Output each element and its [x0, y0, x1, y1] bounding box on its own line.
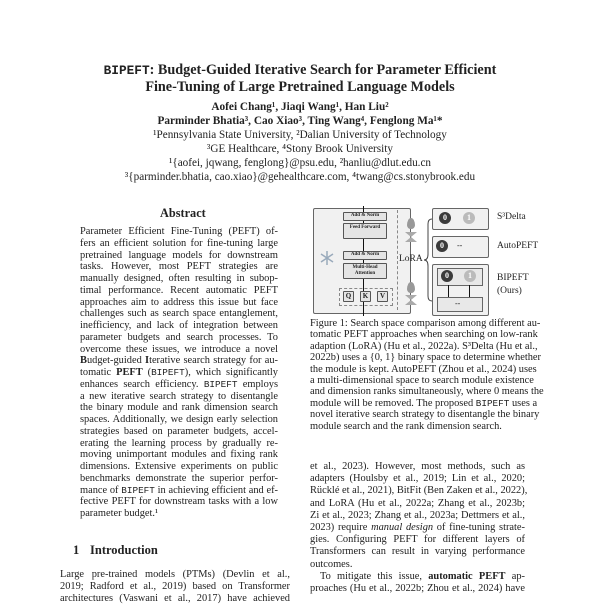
title-line-1: : Budget-Guided Iterative Search for Parameter Efficient	[149, 62, 497, 78]
text-segment: To mitigate this issue,	[320, 570, 429, 582]
text-segment: in achieving efficient and ef-	[154, 484, 279, 496]
text-segment: 2023) require	[310, 522, 372, 533]
k-block: K	[360, 291, 371, 302]
text-line	[80, 308, 278, 319]
text-segment: fers an efficient solution for fine-tuning large	[80, 237, 278, 249]
text-line	[80, 332, 278, 343]
text-segment: challenges such as search space entanglement,	[80, 308, 278, 320]
text-line	[80, 485, 278, 496]
zero-circle-icon: 0	[441, 270, 453, 282]
text-segment: a multi-dimensional space to search module existence	[310, 375, 534, 386]
text-segment: outcomes.	[310, 558, 353, 570]
text-segment: adapters (Houlsby et al., 2019; Lin et al., 2020;	[310, 473, 525, 485]
text-segment: 2022b) uses a {0, 1} binary space to determine whether	[310, 352, 541, 364]
text-segment: dimensions. Extensive experiments on public	[80, 461, 278, 472]
title-system-name: BIPEFT	[103, 63, 150, 78]
text-segment: ), which significantly	[184, 367, 279, 378]
text-line	[80, 379, 278, 390]
text-segment: enhances search efficiency.	[80, 378, 204, 390]
method-label-s3delta: S³Delta	[497, 212, 526, 222]
method-label-bipeft: BIPEFT	[497, 273, 529, 283]
text-segment: module search and the rank dimension search.	[310, 420, 502, 432]
text-segment: spaces. Additionally, we design early selection	[80, 414, 278, 425]
text-segment: the module is kept. AutoPEFT (Zhou et al., 2024) uses	[310, 363, 537, 375]
arrow-down	[448, 285, 449, 297]
text-segment: automatic PEFT	[428, 570, 506, 582]
text-line	[80, 297, 278, 308]
affiliation-line-1: ¹Pennsylvania State University, ²Dalian University of Technology	[153, 129, 447, 141]
text-line	[60, 581, 290, 592]
intro-heading: Introduction	[90, 543, 158, 557]
text-line	[310, 510, 525, 521]
text-line	[80, 496, 278, 507]
title-line-2: Fine-Tuning of Large Pretrained Language Models	[145, 79, 455, 95]
text-segment: ap-	[505, 570, 525, 582]
text-line	[80, 508, 278, 519]
one-circle-icon: 1	[464, 270, 476, 282]
text-segment: proaches (Hu et al., 2022b; Zhou et al., 2024) have	[310, 583, 525, 594]
text-line	[310, 485, 528, 497]
dash-text: --	[457, 241, 463, 250]
text-line	[310, 498, 525, 509]
abstract-heading: Abstract	[160, 206, 206, 220]
text-segment: 2019; Radford et al., 2019) based on Transformer	[60, 581, 290, 593]
dash-text: --	[455, 299, 461, 308]
text-segment: I	[145, 355, 150, 367]
text-segment: terative search strategy for au-	[149, 355, 278, 367]
text-segment: of fine-tuning strate-	[433, 522, 525, 533]
text-line	[80, 273, 278, 284]
text-segment: tomatic	[80, 367, 117, 378]
email-line-2: ³{parminder.bhatia, cao.xiao}@gehealthcare.com, ⁴twang@cs.stonybrook.edu	[124, 171, 476, 183]
q-block: Q	[343, 291, 354, 302]
text-segment: Large pre-trained models (PTMs) (Devlin et al.,	[60, 569, 290, 580]
text-line	[310, 375, 534, 386]
text-line	[80, 367, 278, 378]
text-line	[80, 414, 278, 425]
text-line	[80, 355, 278, 366]
text-segment: manually designed, often resulting in subop-	[80, 273, 278, 284]
text-segment: adaption (LoRA) (Hu et al., 2022a). S³Delta (Hu et al.,	[310, 340, 538, 352]
text-line	[80, 285, 278, 296]
text-segment: novel iterative search strategy to disentangle the binary	[310, 409, 540, 421]
text-line	[80, 426, 278, 437]
text-segment: BIPEFT	[121, 484, 155, 496]
text-line	[310, 352, 541, 364]
text-line	[310, 583, 525, 594]
text-segment: Rücklé et al., 2021), BitFit (Ben Zaken et al., 2022),	[310, 485, 528, 497]
email-line-1: ¹{aofei, jqwang, fenglong}@psu.edu, ²hanliu@dlut.edu.cn	[168, 157, 432, 169]
text-segment: BIPEFT	[151, 367, 185, 378]
text-segment: architectures (Vaswani et al., 2017) have achieved	[60, 593, 290, 604]
text-line	[310, 421, 525, 432]
text-segment: fective PEFT for downstream tasks with a low	[80, 496, 278, 508]
text-line	[80, 226, 278, 237]
text-segment: approaches aim to address this issue but face	[80, 296, 278, 308]
text-segment: moving unimportant modules and fixing rank	[80, 449, 278, 461]
authors-line-1: Aofei Chang¹, Jiaqi Wang¹, Han Liu²	[211, 101, 389, 113]
fire-icon-bottom	[407, 282, 415, 293]
text-segment: tasks. However, most PEFT strategies are	[80, 261, 278, 273]
text-segment: BIPEFT	[475, 397, 510, 409]
method-label-autopeft: AutoPEFT	[497, 241, 539, 251]
add-norm-block-top: Add & Norm	[343, 212, 387, 221]
text-line	[310, 559, 525, 570]
lora-hourglass-icon-bottom-b	[405, 300, 417, 305]
text-line	[310, 363, 537, 375]
text-line	[80, 438, 278, 449]
method-label-ours: (Ours)	[497, 286, 522, 296]
text-segment: strategies based on parameter budgets, accel-	[80, 425, 278, 437]
text-segment: parameter budgets and search processes. To	[80, 331, 278, 343]
text-line	[80, 391, 278, 402]
figure-1	[313, 206, 539, 316]
text-segment: (	[142, 367, 152, 378]
text-segment: manual design	[371, 522, 434, 533]
zero-circle-icon: 0	[436, 240, 448, 252]
arrow-up	[469, 285, 470, 297]
text-line	[310, 534, 525, 545]
paper-title	[0, 62, 600, 96]
multi-head-attention-block: Multi-Head Attention	[343, 263, 387, 279]
v-block: V	[377, 291, 388, 302]
text-line	[310, 329, 538, 341]
text-line	[80, 402, 278, 413]
fire-icon-top	[407, 218, 415, 229]
text-line	[80, 344, 278, 355]
text-line	[310, 397, 538, 409]
text-segment: a new iterative search strategy to disentangle	[80, 390, 278, 402]
text-segment: the binary module and rank dimension search	[80, 402, 278, 414]
text-segment: employs	[237, 378, 279, 390]
text-line	[310, 318, 541, 329]
text-line	[310, 522, 525, 533]
text-line	[60, 569, 290, 580]
text-segment: inefficiency, and lack of integration between	[80, 320, 278, 331]
text-line	[80, 320, 278, 331]
text-line	[310, 461, 525, 472]
text-line	[60, 593, 290, 604]
feed-forward-block: Feed Forward	[343, 223, 387, 239]
text-segment: timal performance. Recent automatic PEFT	[80, 284, 278, 296]
text-segment: Zi et al., 2023; Zhang et al., 2023a; Dettmers et al.,	[310, 509, 525, 521]
text-segment: B	[80, 355, 87, 367]
text-line	[80, 250, 278, 261]
text-segment: module will be removed. The proposed	[310, 397, 476, 409]
text-segment: udget-guided	[86, 355, 146, 367]
text-line	[310, 386, 544, 398]
text-line	[80, 449, 278, 460]
text-segment: erating the learning process by gradually re-	[80, 437, 278, 449]
text-line	[80, 238, 278, 249]
text-segment: uses a	[509, 397, 538, 409]
text-segment: pretrained language models for downstream	[80, 249, 278, 261]
text-segment: tomatic PEFT approaches when searching on low-rank	[310, 329, 538, 341]
text-segment: Parameter Efficient Fine-Tuning (PEFT) of-	[80, 226, 278, 237]
lora-hourglass-icon-top-b	[405, 237, 417, 242]
text-segment: overcome these issues, we introduce a novel	[80, 343, 278, 355]
frozen-snowflake-icon	[319, 250, 335, 266]
text-segment: parameter budget.¹	[80, 508, 159, 519]
text-segment: and LoRA (Hu et al., 2022a; Zhang et al., 2023b;	[310, 497, 525, 509]
text-line	[80, 261, 278, 272]
text-segment: BIPEFT	[203, 378, 238, 390]
text-segment: et al., 2023). However, most methods, such as	[310, 461, 525, 472]
text-segment: mance of	[80, 484, 122, 496]
add-norm-block-bottom: Add & Norm	[343, 251, 387, 260]
text-segment: benchmarks demonstrate the superior perfor-	[80, 472, 278, 484]
text-segment: PEFT	[116, 367, 143, 378]
text-segment: Transformers can result in varying performance	[310, 546, 525, 558]
text-line	[310, 340, 538, 352]
text-line	[310, 409, 540, 421]
lora-label: LoRA	[399, 254, 423, 264]
text-line	[310, 473, 525, 484]
text-line	[310, 571, 525, 582]
zero-circle-icon: 0	[439, 212, 451, 224]
text-line	[80, 473, 278, 484]
text-line	[310, 546, 525, 557]
text-segment: Figure 1: Search space comparison among different au-	[310, 318, 541, 329]
text-segment: and dimension ranks simultaneously, where 0 means the	[310, 386, 544, 398]
intro-section-number: 1	[73, 543, 80, 557]
affiliation-line-2: ³GE Healthcare, ⁴Stony Brook University	[207, 143, 393, 155]
text-segment: gies. Configuring PEFT for different layers of	[310, 534, 525, 546]
divider-line	[397, 210, 398, 310]
authors-line-2: Parminder Bhatia³, Cao Xiao³, Ting Wang⁴, Fenglong Ma¹*	[157, 115, 443, 127]
text-line	[80, 461, 278, 472]
one-circle-icon: 1	[463, 212, 475, 224]
